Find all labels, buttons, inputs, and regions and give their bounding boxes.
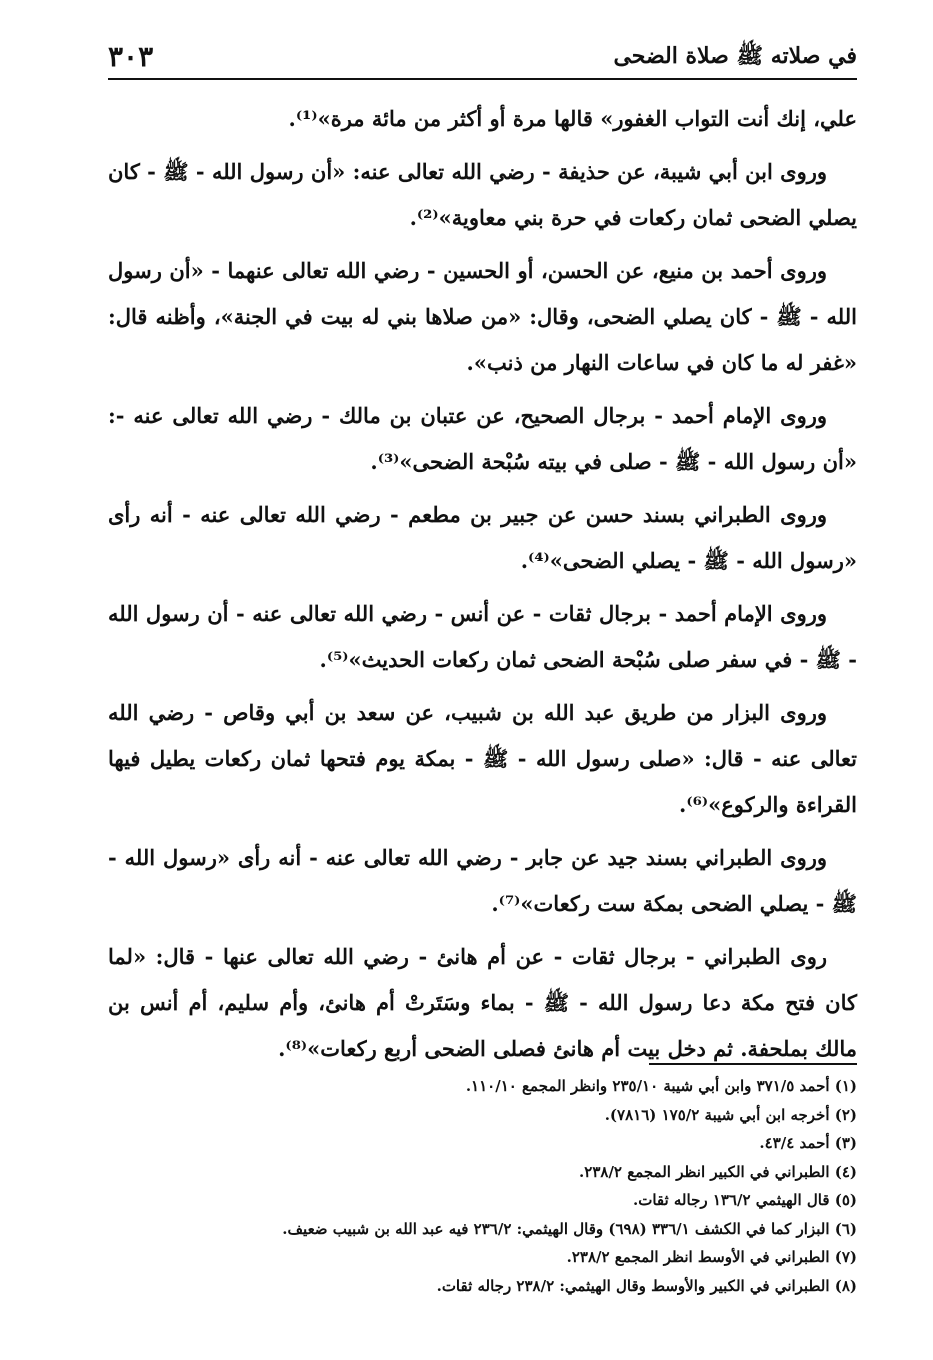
page-number: ٣٠٣ — [108, 40, 154, 73]
paragraph: وروى البزار من طريق عبد الله بن شبيب، عن سعد بن أبي وقاص - رضي الله تعالى عنه - قال: «صلى رسول الله - ﷺ - بمكة يوم فتحها ثمان ركعات يطيل فيها القراءة والركوع»⁽⁶⁾. — [108, 700, 857, 817]
footnote: (١) أحمد ٣٧١/٥ وابن أبي شيبة ٢٣٥/١٠ وانظر المجمع ١١٠/١٠. — [465, 1077, 857, 1095]
footnote: (٥) قال الهيثمي ١٣٦/٢ رجاله ثقات. — [632, 1191, 857, 1209]
paragraph-continuation: علي، إنك أنت التواب الغفور» قالها مرة أو أكثر من مائة مرة»⁽¹⁾. — [288, 106, 857, 131]
paragraph: وروى الإمام أحمد - برجال ثقات - عن أنس - رضي الله تعالى عنه - أن رسول الله - ﷺ - في سفر صلى سُبْحة الضحى ثمان ركعات الحديث»⁽⁵⁾. — [108, 601, 857, 672]
running-title: في صلاته ﷺ صلاة الضحى — [613, 43, 857, 69]
paragraph: وروى ابن أبي شيبة، عن حذيفة - رضي الله تعالى عنه: «أن رسول الله - ﷺ - كان يصلي الضحى ثمان ركعات في حرة بني معاوية»⁽²⁾. — [108, 159, 857, 230]
paragraph: وروى الطبراني بسند جيد عن جابر - رضي الله تعالى عنه - أنه رأى «رسول الله - ﷺ - يصلي الضحى بمكة ست ركعات»⁽⁷⁾. — [108, 845, 857, 916]
paragraph: وروى الطبراني بسند حسن عن جبير بن مطعم - رضي الله تعالى عنه - أنه رأى «رسول الله - ﷺ - يصلي الضحى»⁽⁴⁾. — [108, 502, 857, 573]
footnote: (٨) الطبراني في الكبير والأوسط وقال الهيثمي: ٢٣٨/٢ رجاله ثقات. — [436, 1276, 857, 1295]
footnote: (٧) الطبراني في الأوسط انظر المجمع ٢٣٨/٢. — [566, 1248, 857, 1266]
footnotes — [108, 1072, 857, 1300]
footnote: (٤) الطبراني في الكبير انظر المجمع ٢٣٨/٢. — [579, 1162, 857, 1181]
paragraph: وروى الإمام أحمد - برجال الصحيح، عن عتبان بن مالك - رضي الله تعالى عنه -: «أن رسول الله - ﷺ - صلى في بيته سُبْحة الضحى»⁽³⁾. — [108, 403, 857, 474]
page-header — [108, 38, 857, 80]
main-text — [108, 96, 857, 1079]
footnote: (٢) أخرجه ابن أبي شيبة ١٧٥/٢ (٧٨١٦). — [604, 1105, 857, 1124]
footnote: (٣) أحمد ٤٣/٤. — [759, 1134, 857, 1152]
footnote: (٦) البزار كما في الكشف ٣٣٦/١ (٦٩٨) وقال الهيثمي: ٢٣٦/٢ فيه عبد الله بن شبيب ضعيف. — [282, 1219, 857, 1238]
footnote-separator — [649, 1063, 857, 1065]
paragraph: روى الطبراني - برجال ثقات - عن أم هانئ - رضي الله تعالى عنها - قال: «لما كان فتح مكة دعا رسول الله - ﷺ - بماء وسَتَرتْ أم هانئ، وأم سليم، أم أنس بن مالك بملحفة. ثم دخل بيت أم هانئ فصلى الضحى أربع ركعات»⁽⁸⁾. — [108, 944, 857, 1061]
paragraph: وروى أحمد بن منيع، عن الحسن، أو الحسين - رضي الله تعالى عنهما - «أن رسول الله - ﷺ - كان يصلي الضحى، وقال: «من صلاها بني له بيت في الجنة»، وأظنه قال: «غفر له ما كان في ساعات النهار من ذنب». — [108, 258, 857, 375]
